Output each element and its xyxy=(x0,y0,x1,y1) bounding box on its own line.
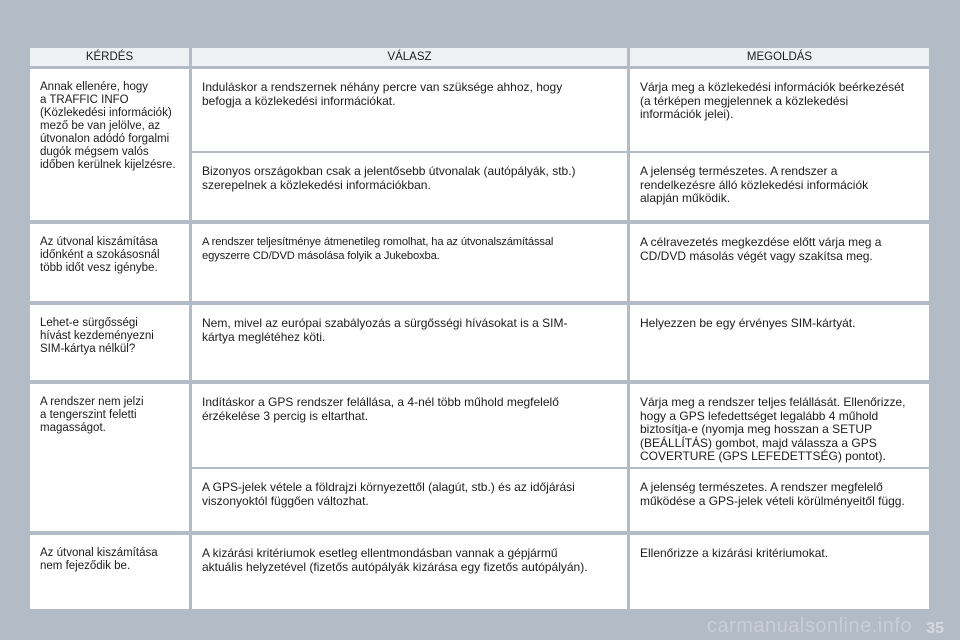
question-cell: A rendszer nem jelzi a tengerszint feletti magasságot. xyxy=(30,384,189,531)
header-question: KÉRDÉS xyxy=(30,48,189,66)
solution-cell: Várja meg a rendszer teljes felállását. Ellenőrizze, hogy a GPS lefedettséget legalább 4 műhold biztosítja-e (nyomja meg hosszan a SETUP (BEÁLLÍTÁS) gombot, majd válassza a GPS COVERTURE (GPS LEFEDETTSÉG) pontot). xyxy=(630,384,929,467)
header-answer: VÁLASZ xyxy=(192,48,627,66)
answer-cell: A kizárási kritériumok esetleg ellentmondásban vannak a gépjármű aktuális helyzetével (fizetős autópályák kizárása egy fizetős autópályán). xyxy=(192,535,627,609)
answer-cell: Bizonyos országokban csak a jelentősebb útvonalak (autópályák, stb.) szerepelnek a közlekedési információkban. xyxy=(192,153,627,220)
page-number: 35 xyxy=(926,620,944,637)
solution-cell: Ellenőrizze a kizárási kritériumokat. xyxy=(630,535,929,609)
question-cell: Lehet-e sürgősségi hívást kezdeményezni SIM-kártya nélkül? xyxy=(30,305,189,380)
solution-cell: Helyezzen be egy érvényes SIM-kártyát. xyxy=(630,305,929,380)
answer-cell: Indításkor a GPS rendszer felállása, a 4-nél több műhold megfelelő érzékelése 3 percig is eltarthat. xyxy=(192,384,627,467)
question-cell: Annak ellenére, hogy a TRAFFIC INFO (Közlekedési információk) mező be van jelölve, az útvonalon adódó forgalmi dugók mégsem valós időben kerülnek kijelzésre. xyxy=(30,69,189,220)
watermark: carmanualsonline.info xyxy=(706,615,912,637)
solution-cell: A célravezetés megkezdése előtt várja meg a CD/DVD másolás végét vagy szakítsa meg. xyxy=(630,224,929,301)
question-cell: Az útvonal kiszámítása nem fejeződik be. xyxy=(30,535,189,609)
solution-cell: Várja meg a közlekedési információk beérkezését (a térképen megjelennek a közlekedési információk jelei). xyxy=(630,69,929,151)
answer-cell: Nem, mivel az európai szabályozás a sürgősségi hívásokat is a SIM- kártya meglétéhez köti. xyxy=(192,305,627,380)
solution-cell: A jelenség természetes. A rendszer megfelelő működése a GPS-jelek vételi körülményeitől függ. xyxy=(630,469,929,531)
question-cell: Az útvonal kiszámítása időnként a szokásosnál több időt vesz igénybe. xyxy=(30,224,189,301)
answer-cell: Induláskor a rendszernek néhány percre van szüksége ahhoz, hogy befogja a közlekedési információkat. xyxy=(192,69,627,151)
answer-cell: A rendszer teljesítménye átmenetileg romolhat, ha az útvonalszámítással egyszerre CD/DVD másolása folyik a Jukeboxba. xyxy=(192,224,627,301)
answer-cell: A GPS-jelek vétele a földrajzi környezettől (alagút, stb.) és az időjárási viszonyoktól függően változhat. xyxy=(192,469,627,531)
solution-cell: A jelenség természetes. A rendszer a rendelkezésre álló közlekedési információk alapján működik. xyxy=(630,153,929,220)
header-solution: MEGOLDÁS xyxy=(630,48,929,66)
